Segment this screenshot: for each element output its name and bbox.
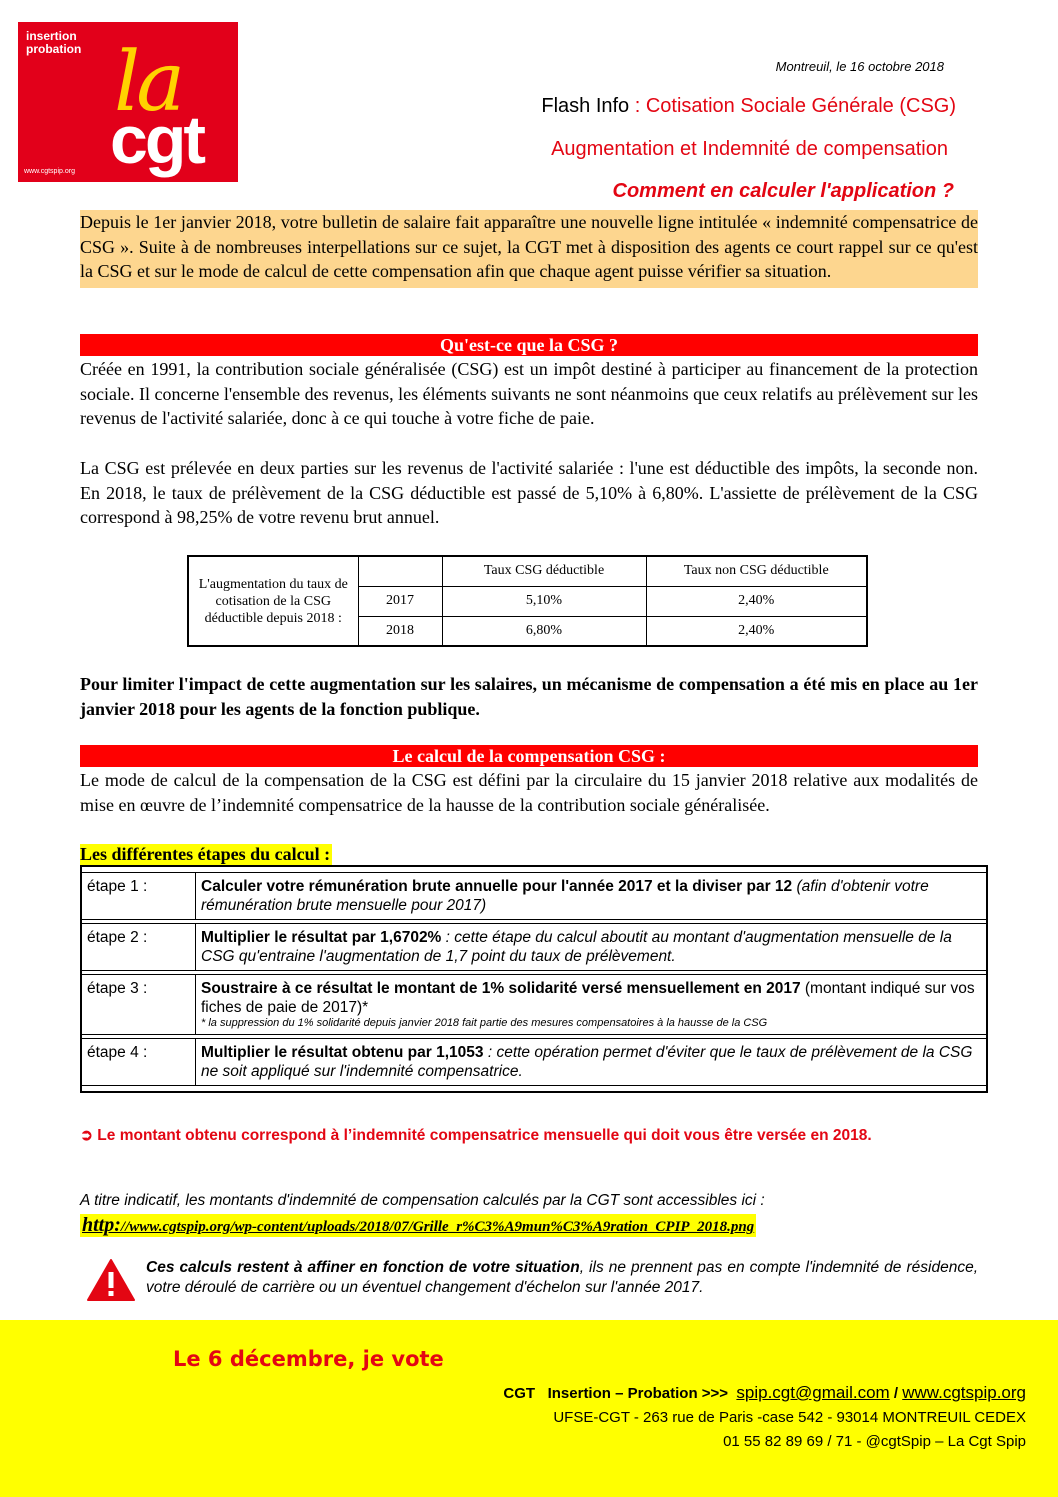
vote-slogan: Le 6 décembre, je vote bbox=[173, 1347, 444, 1371]
footer-phone: 01 55 82 89 69 / 71 - @cgtSpip – La Cgt Spip bbox=[723, 1433, 1026, 1450]
calculation-steps-table bbox=[80, 865, 988, 1093]
step-italic: : cette étape du calcul aboutit au montant d'augmentation mensuelle de la CSG qu'entraine l'augmentation de 1,7 point du taux de prélèvement. bbox=[201, 929, 952, 965]
steps-title: Les différentes étapes du calcul : bbox=[80, 844, 331, 864]
logo-url: www.cgtspip.org bbox=[24, 168, 75, 175]
table-row bbox=[82, 974, 986, 1035]
section1-paragraph1: Créée en 1991, la contribution sociale généralisée (CSG) est un impôt destiné à participer au financement de la protection sociale. Il concerne l'ensemble des revenus, les éléments suivants ne sont néanmoins que ceux relatifs au prélèvement sur les revenus de l'activité salariée, donc à ce qui touche à votre fiche de paie. bbox=[80, 359, 978, 428]
rates-header-nondeductible: Taux non CSG déductible bbox=[646, 556, 867, 586]
intro-paragraph: Depuis le 1er janvier 2018, votre bulletin de salaire fait apparaître une nouvelle ligne intitulée « indemnité compensatrice de CSG ». Suite à de nombreuses interpellations sur ce sujet, la CGT met à disposition des agents ce court rappel sur ce qu'est la CSG et sur le mode de calcul de cette compensation afin que chaque agent puisse vérifier sa situation. bbox=[80, 210, 978, 288]
rate-year: 2018 bbox=[358, 616, 442, 646]
rates-header-deductible: Taux CSG déductible bbox=[442, 556, 646, 586]
logo-line1: insertion bbox=[26, 29, 77, 43]
link-rest: //www.cgtspip.org/wp-content/uploads/2018/07/Grille_r%C3%A9mun%C3%A9ration_CPIP_2018.png bbox=[120, 1219, 755, 1235]
step-content bbox=[196, 872, 986, 920]
cgt-logo bbox=[18, 22, 238, 182]
step-key: étape 3 : bbox=[82, 974, 196, 1035]
rate-nondeductible: 2,40% bbox=[646, 586, 867, 616]
warning-text bbox=[146, 1258, 978, 1298]
rate-deductible: 6,80% bbox=[442, 616, 646, 646]
rate-deductible: 5,10% bbox=[442, 586, 646, 616]
step-content bbox=[196, 923, 986, 971]
email-link[interactable]: spip.cgt@gmail.com bbox=[736, 1383, 890, 1402]
rates-header-empty bbox=[358, 556, 442, 586]
step-bold: Calculer votre rémunération brute annuelle pour l'année 2017 et la diviser par 12 bbox=[201, 878, 793, 895]
compensation-summary: Pour limiter l'impact de cette augmentation sur les salaires, un mécanisme de compensation a été mis en place au 1er janvier 2018 pour les agents de la fonction publique. bbox=[80, 674, 978, 719]
logo-line2: probation bbox=[26, 42, 82, 56]
warning-rest: , ils ne prennent pas en compte l'indemnité de résidence, votre déroulé de carrière ou un éventuel changement d'échelon sur l'année 2017. bbox=[146, 1259, 978, 1296]
rate-year: 2017 bbox=[358, 586, 442, 616]
step-key: étape 2 : bbox=[82, 923, 196, 971]
rate-nondeductible: 2,40% bbox=[646, 616, 867, 646]
section2-paragraph: Le mode de calcul de la compensation de la CSG est défini par la circulaire du 15 janvier 2018 relative aux modalités de mise en œuvre de l’indemnité compensatrice de la hausse de la contribution sociale généralisée. bbox=[80, 770, 978, 815]
page-subtitle: Augmentation et Indemnité de compensation bbox=[551, 138, 948, 160]
logo-cgt: cgt bbox=[110, 102, 203, 178]
footer-org: CGT Insertion – Probation >>> bbox=[503, 1385, 737, 1402]
footer-address: UFSE-CGT - 263 rue de Paris -case 542 - 93014 MONTREUIL CEDEX bbox=[553, 1409, 1026, 1426]
step-bold: Multiplier le résultat obtenu par 1,1053 bbox=[201, 1044, 484, 1061]
page-title bbox=[541, 95, 956, 118]
section-heading-csg: Qu'est-ce que la CSG ? bbox=[80, 334, 978, 356]
step-content bbox=[196, 1038, 986, 1086]
logo-la: la bbox=[114, 35, 182, 130]
warning-icon bbox=[86, 1258, 136, 1302]
step-italic: : cette opération permet d'éviter que le taux de prélèvement de la CSG ne soit appliqué sur l'indemnité compensatrice. bbox=[201, 1044, 973, 1080]
step-key: étape 4 : bbox=[82, 1038, 196, 1086]
section-heading-calcul: Le calcul de la compensation CSG : bbox=[80, 745, 978, 767]
website-link[interactable]: www.cgtspip.org bbox=[902, 1383, 1026, 1402]
logo-brand bbox=[26, 30, 81, 56]
indicative-note: A titre indicatif, les montants d'indemnité de compensation calculés par la CGT sont accessibles ici : bbox=[80, 1192, 765, 1209]
flash-prefix: Flash Info bbox=[541, 95, 630, 117]
step-key: étape 1 : bbox=[82, 872, 196, 920]
grid-link[interactable] bbox=[80, 1214, 756, 1237]
table-row bbox=[82, 923, 986, 971]
step-plain: (montant indiqué sur vos fiches de paie de 2017)* bbox=[201, 980, 975, 1016]
document-date: Montreuil, le 16 octobre 2018 bbox=[775, 59, 944, 74]
flash-title: : Cotisation Sociale Générale (CSG) bbox=[629, 95, 956, 117]
step-content bbox=[196, 974, 986, 1035]
warning-bold: Ces calculs restent à affiner en fonction de votre situation bbox=[146, 1259, 580, 1276]
link-prefix: http: bbox=[82, 1214, 121, 1236]
footer-separator: / bbox=[889, 1385, 903, 1402]
step-italic: (afin d'obtenir votre rémunération brute mensuelle pour 2017) bbox=[201, 878, 929, 914]
step-note: * la suppression du 1% solidarité depuis janvier 2018 fait partie des mesures compensatoires à la hausse de la CSG bbox=[201, 1017, 768, 1029]
step-bold: Multiplier le résultat par 1,6702% bbox=[201, 929, 442, 946]
section1-paragraph2: La CSG est prélevée en deux parties sur les revenus de l'activité salariée : l'une est déductible des impôts, la seconde non. En 2018, le taux de prélèvement de la CSG déductible est passé de 5,10% à 6,80%. L'assiette de prélèvement de la CSG correspond à 98,25% de votre revenu brut annuel. bbox=[80, 458, 978, 527]
result-statement: ➲ Le montant obtenu correspond à l’indemnité compensatrice mensuelle qui doit vous être versée en 2018. bbox=[80, 1127, 872, 1144]
csg-rates-table bbox=[187, 555, 868, 647]
rates-table-label: L'augmentation du taux de cotisation de la CSG déductible depuis 2018 : bbox=[188, 556, 358, 646]
footer-contact-line bbox=[503, 1383, 1026, 1403]
table-row bbox=[82, 872, 986, 920]
page-question: Comment en calculer l'application ? bbox=[612, 180, 954, 202]
table-row bbox=[82, 1038, 986, 1086]
step-bold: Soustraire à ce résultat le montant de 1% solidarité versé mensuellement en 2017 bbox=[201, 980, 801, 997]
